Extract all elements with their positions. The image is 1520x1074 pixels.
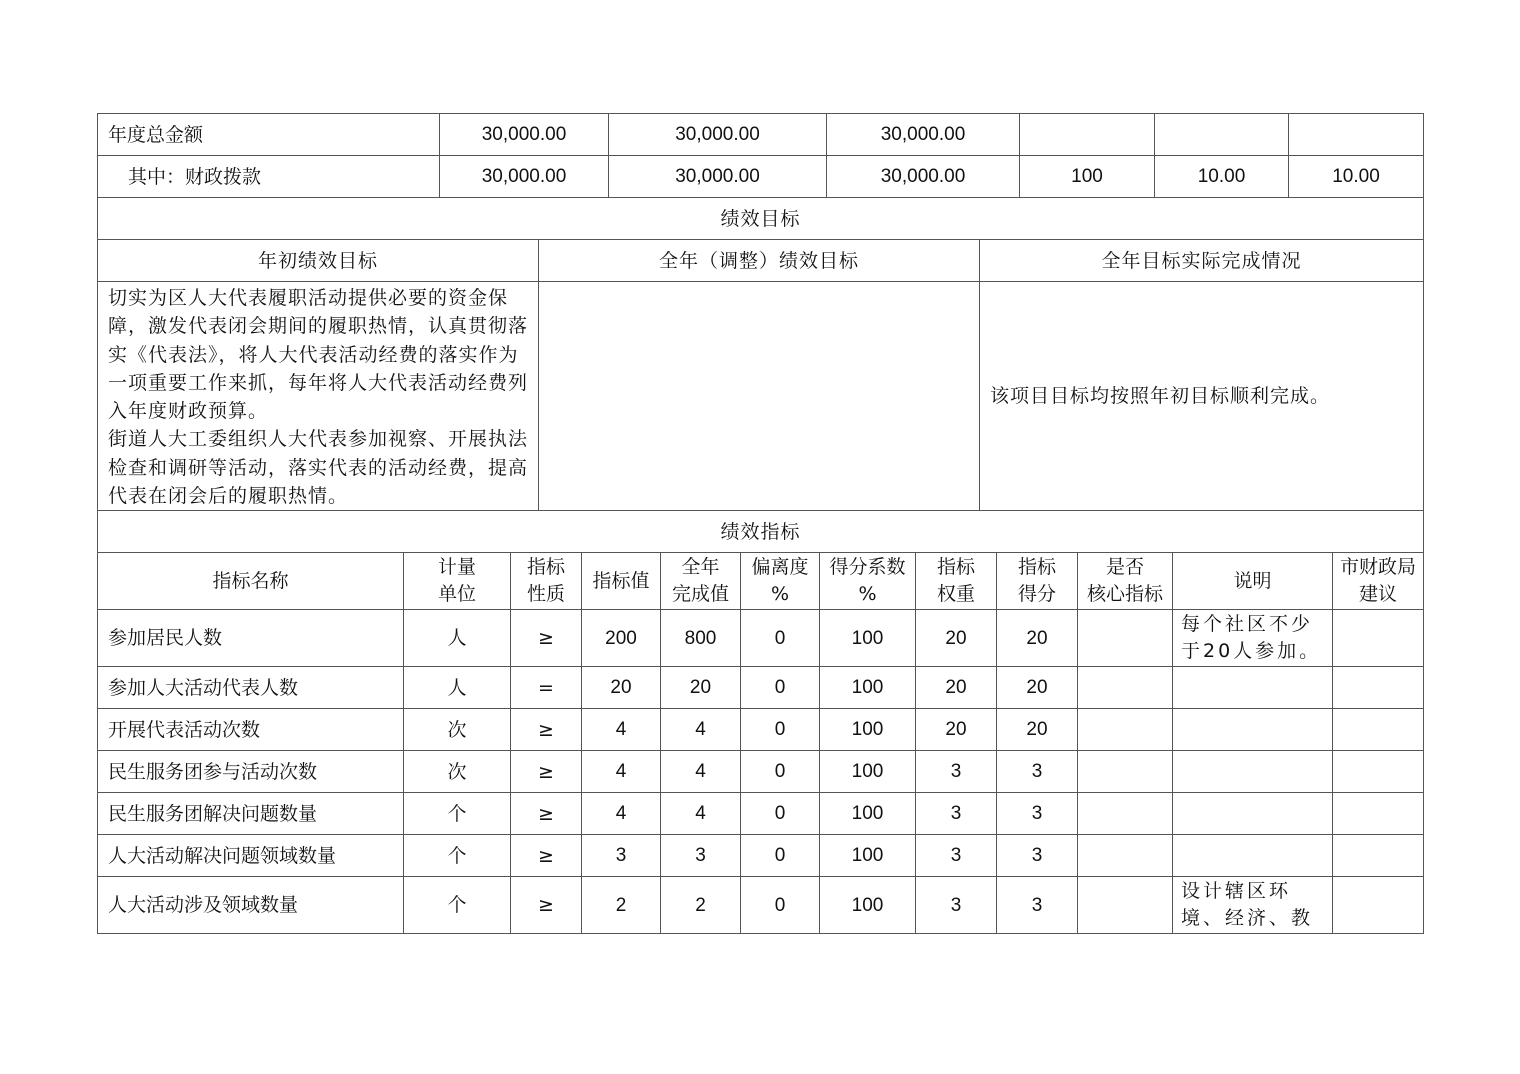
- table-row: [98, 667, 1424, 709]
- budget-row-fiscal: [98, 156, 1424, 198]
- indicator-done: 800: [661, 610, 741, 667]
- goals-section-title: 绩效目标: [98, 198, 1424, 240]
- indicator-unit: 个: [404, 793, 511, 835]
- indicator-dev: 0: [741, 610, 820, 667]
- header-deviation: 偏离度 %: [741, 553, 820, 610]
- indicator-done: 4: [661, 709, 741, 751]
- indicator-unit: 个: [404, 877, 511, 934]
- table-row: [98, 751, 1424, 793]
- header-done: 全年 完成值: [661, 553, 741, 610]
- budget-value: 30,000.00: [609, 114, 827, 156]
- indicator-note: [1173, 793, 1333, 835]
- initial-goal-paragraph: 切实为区人大代表履职活动提供必要的资金保障，激发代表闭会期间的履职热情，认真贯彻落实《代表法》，将人大代表活动经费的落实作为一项重要工作来抓，每年将人大代表活动经费列入年度财政预算。: [108, 287, 529, 423]
- indicator-done: 3: [661, 835, 741, 877]
- indicator-unit: 次: [404, 709, 511, 751]
- adjusted-goal-text: [539, 282, 980, 511]
- budget-value: 30,000.00: [609, 156, 827, 198]
- header-nature: 指标 性质: [511, 553, 582, 610]
- indicator-coef: 100: [820, 877, 916, 934]
- table-row: [98, 610, 1424, 667]
- indicator-unit: 人: [404, 610, 511, 667]
- budget-value: 30,000.00: [827, 114, 1020, 156]
- budget-value: [1155, 114, 1289, 156]
- budget-value: 10.00: [1155, 156, 1289, 198]
- indicator-note: [1173, 709, 1333, 751]
- indicator-name: 人大活动涉及领域数量: [98, 877, 404, 934]
- goals-table: [97, 197, 1424, 553]
- indicator-coef: 100: [820, 793, 916, 835]
- indicator-value: 3: [582, 835, 661, 877]
- indicator-dev: 0: [741, 877, 820, 934]
- budget-value: 100: [1020, 156, 1155, 198]
- indicator-score: 3: [997, 793, 1078, 835]
- indicator-core: [1078, 709, 1173, 751]
- indicator-weight: 20: [916, 610, 997, 667]
- indicator-core: [1078, 877, 1173, 934]
- indicator-value: 20: [582, 667, 661, 709]
- indicator-core: [1078, 793, 1173, 835]
- indicator-nature: ≥: [511, 709, 582, 751]
- budget-value: 30,000.00: [440, 114, 609, 156]
- header-advice: 市财政局 建议: [1333, 553, 1424, 610]
- indicator-advice: [1333, 610, 1424, 667]
- indicator-value: 2: [582, 877, 661, 934]
- indicator-weight: 3: [916, 835, 997, 877]
- budget-table: [97, 113, 1424, 198]
- table-row: [98, 793, 1424, 835]
- indicator-score: 20: [997, 667, 1078, 709]
- header-value: 指标值: [582, 553, 661, 610]
- indicator-name: 开展代表活动次数: [98, 709, 404, 751]
- indicator-coef: 100: [820, 835, 916, 877]
- budget-label: 年度总金额: [98, 114, 440, 156]
- indicator-score: 20: [997, 709, 1078, 751]
- indicator-dev: 0: [741, 835, 820, 877]
- indicators-section-row: [98, 511, 1424, 553]
- indicator-done: 2: [661, 877, 741, 934]
- indicator-unit: 人: [404, 667, 511, 709]
- budget-value: 30,000.00: [827, 156, 1020, 198]
- budget-value: 30,000.00: [440, 156, 609, 198]
- indicator-score: 3: [997, 877, 1078, 934]
- indicator-coef: 100: [820, 751, 916, 793]
- header-note: 说明: [1173, 553, 1333, 610]
- indicator-weight: 20: [916, 667, 997, 709]
- indicator-nature: ≥: [511, 835, 582, 877]
- header-name: 指标名称: [98, 553, 404, 610]
- indicator-core: [1078, 751, 1173, 793]
- indicator-name: 参加居民人数: [98, 610, 404, 667]
- header-coefficient: 得分系数 %: [820, 553, 916, 610]
- indicator-done: 20: [661, 667, 741, 709]
- indicator-value: 4: [582, 709, 661, 751]
- indicator-unit: 次: [404, 751, 511, 793]
- indicator-coef: 100: [820, 610, 916, 667]
- indicator-name: 民生服务团解决问题数量: [98, 793, 404, 835]
- actual-completion-text: 该项目目标均按照年初目标顺利完成。: [980, 282, 1424, 511]
- indicator-weight: 20: [916, 709, 997, 751]
- goals-col-actual: 全年目标实际完成情况: [980, 240, 1424, 282]
- indicator-done: 4: [661, 793, 741, 835]
- indicator-note: [1173, 751, 1333, 793]
- indicator-advice: [1333, 835, 1424, 877]
- table-row: [98, 835, 1424, 877]
- indicator-done: 4: [661, 751, 741, 793]
- indicator-nature: ≥: [511, 877, 582, 934]
- budget-row-total: [98, 114, 1424, 156]
- indicator-name: 人大活动解决问题领域数量: [98, 835, 404, 877]
- header-score: 指标 得分: [997, 553, 1078, 610]
- indicator-dev: 0: [741, 667, 820, 709]
- indicator-value: 4: [582, 751, 661, 793]
- indicator-note: [1173, 835, 1333, 877]
- initial-goal-text: [98, 282, 539, 511]
- goals-content-row: [98, 282, 1424, 511]
- header-core: 是否 核心指标: [1078, 553, 1173, 610]
- indicator-name: 民生服务团参与活动次数: [98, 751, 404, 793]
- indicator-nature: ≥: [511, 610, 582, 667]
- goals-section-row: [98, 198, 1424, 240]
- indicator-name: 参加人大活动代表人数: [98, 667, 404, 709]
- indicator-advice: [1333, 751, 1424, 793]
- indicator-unit: 个: [404, 835, 511, 877]
- indicator-advice: [1333, 793, 1424, 835]
- indicator-weight: 3: [916, 877, 997, 934]
- budget-value: [1289, 114, 1424, 156]
- indicator-coef: 100: [820, 667, 916, 709]
- table-row: [98, 709, 1424, 751]
- goals-header-row: [98, 240, 1424, 282]
- indicator-note: 每个社区不少于20人参加。: [1173, 610, 1333, 667]
- header-unit: 计量 单位: [404, 553, 511, 610]
- goals-col-initial: 年初绩效目标: [98, 240, 539, 282]
- indicator-advice: [1333, 877, 1424, 934]
- indicator-core: [1078, 667, 1173, 709]
- indicator-advice: [1333, 667, 1424, 709]
- indicator-score: 20: [997, 610, 1078, 667]
- indicator-nature: ≥: [511, 793, 582, 835]
- indicator-value: 4: [582, 793, 661, 835]
- indicator-note: 设计辖区环境、经济、教: [1173, 877, 1333, 934]
- performance-report-sheet: [97, 113, 1423, 934]
- indicator-coef: 100: [820, 709, 916, 751]
- table-row: [98, 877, 1424, 934]
- indicator-core: [1078, 835, 1173, 877]
- indicator-score: 3: [997, 751, 1078, 793]
- indicator-core: [1078, 610, 1173, 667]
- goals-col-adjusted: 全年（调整）绩效目标: [539, 240, 980, 282]
- indicator-score: 3: [997, 835, 1078, 877]
- indicator-dev: 0: [741, 793, 820, 835]
- budget-value: [1020, 114, 1155, 156]
- indicators-header-row: [98, 553, 1424, 610]
- indicators-table: [97, 552, 1424, 934]
- budget-label: 其中：财政拨款: [98, 156, 440, 198]
- indicator-note: [1173, 667, 1333, 709]
- indicator-dev: 0: [741, 751, 820, 793]
- indicator-advice: [1333, 709, 1424, 751]
- indicators-section-title: 绩效指标: [98, 511, 1424, 553]
- initial-goal-paragraph: 街道人大工委组织人大代表参加视察、开展执法检查和调研等活动，落实代表的活动经费，提高代表在闭会后的履职热情。: [108, 428, 529, 508]
- indicator-nature: ≥: [511, 751, 582, 793]
- budget-value: 10.00: [1289, 156, 1424, 198]
- indicator-weight: 3: [916, 793, 997, 835]
- indicator-dev: 0: [741, 709, 820, 751]
- indicator-weight: 3: [916, 751, 997, 793]
- header-weight: 指标 权重: [916, 553, 997, 610]
- indicator-rows: [98, 610, 1424, 934]
- indicator-nature: =: [511, 667, 582, 709]
- indicator-value: 200: [582, 610, 661, 667]
